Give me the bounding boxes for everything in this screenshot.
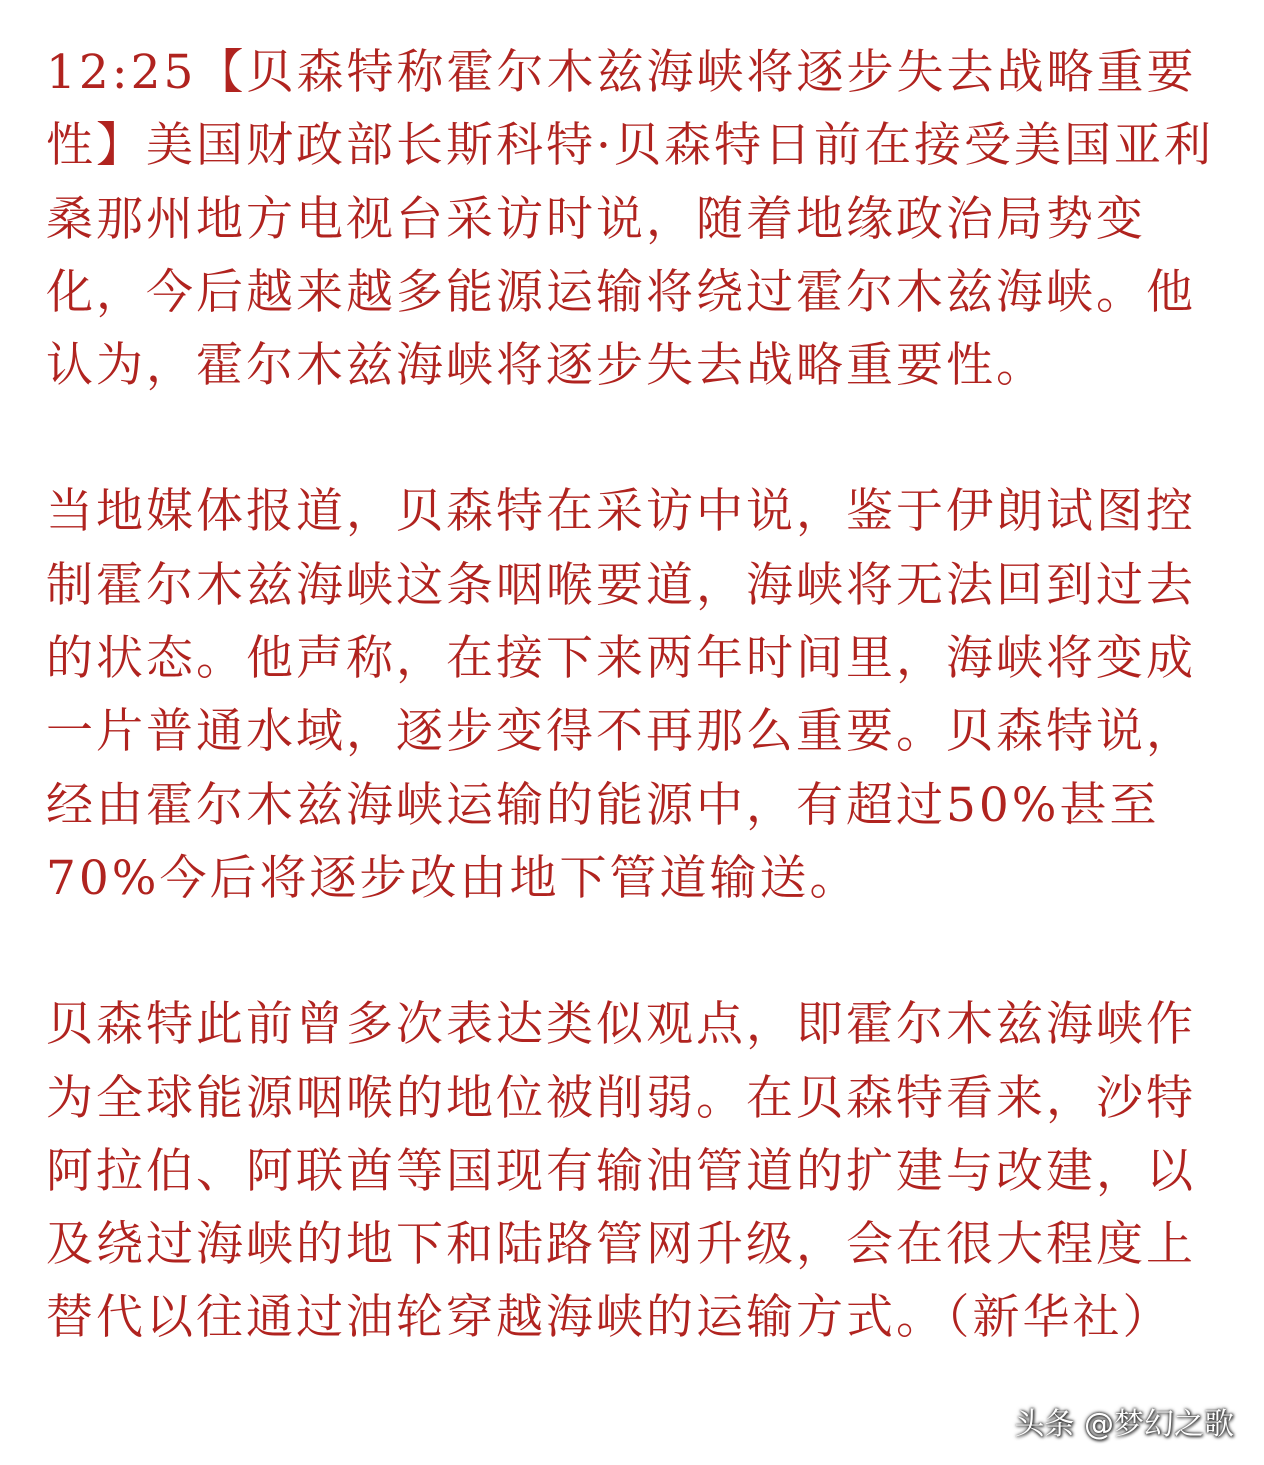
- article-paragraph-3: 贝森特此前曾多次表达类似观点，即霍尔木兹海峡作为全球能源咽喉的地位被削弱。在贝森特看来，沙特阿拉伯、阿联酋等国现有输油管道的扩建与改建，以及绕过海峡的地下和陆路管网升级，会在很大程度上替代以往通过油轮穿越海峡的运输方式。（新华社）: [46, 997, 1196, 1346]
- article-paragraph-2: 当地媒体报道，贝森特在采访中说，鉴于伊朗试图控制霍尔木兹海峡这条咽喉要道，海峡将无法回到过去的状态。他声称，在接下来两年时间里，海峡将变成一片普通水域，逐步变得不再那么重要。贝森特说，经由霍尔木兹海峡运输的能源中，有超过50%甚至70%今后将逐步改由地下管道输送。: [46, 484, 1196, 906]
- article-body: [46, 36, 1221, 1355]
- article-paragraph-1: 12:25【贝森特称霍尔木兹海峡将逐步失去战略重要性】美国财政部长斯科特·贝森特日前在接受美国亚利桑那州地方电视台采访时说，随着地缘政治局势变化，今后越来越多能源运输将绕过霍尔木兹海峡。他认为，霍尔木兹海峡将逐步失去战略重要性。: [46, 45, 1214, 394]
- source-watermark: 头条 @梦幻之歌: [1014, 1407, 1234, 1442]
